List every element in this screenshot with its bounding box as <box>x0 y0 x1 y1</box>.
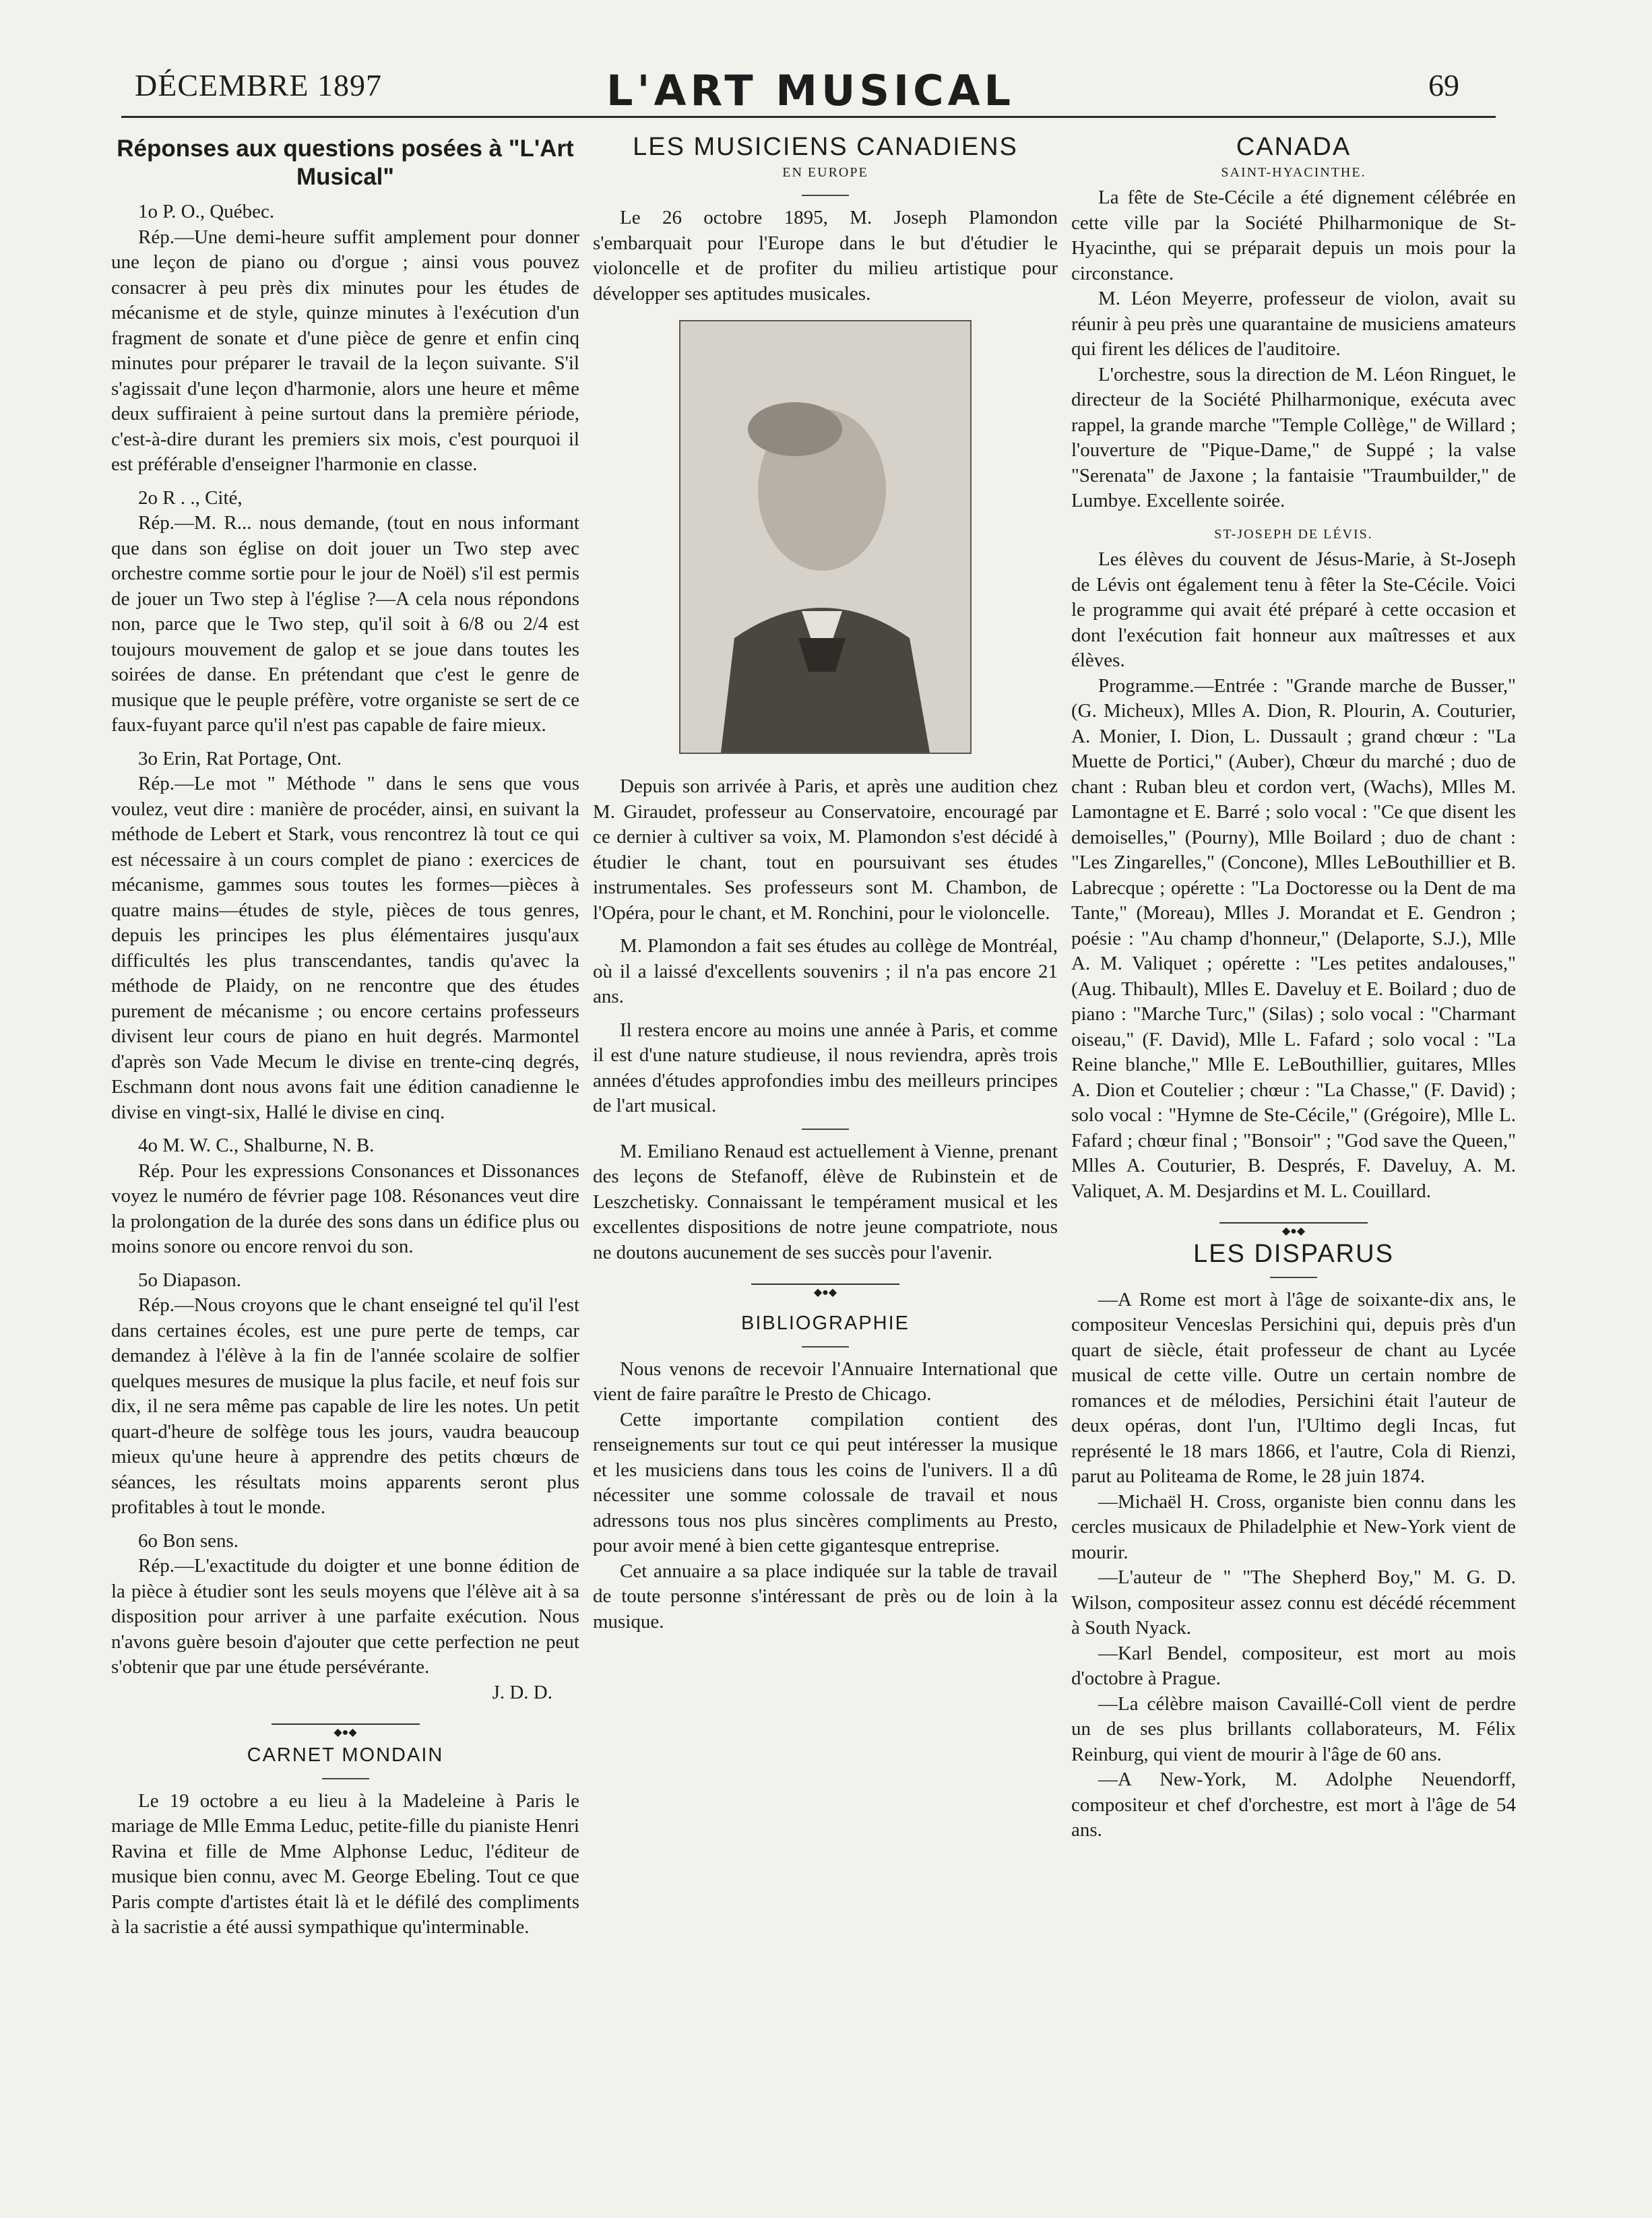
answer-heading-2: 2o R . ., Cité, <box>138 486 243 509</box>
answer-text-1: Rép.—Une demi-heure suffit amplement pour donner une leçon de piano ou d'orgue ; ainsi vous pouvez consacrer à peu près dix minutes pour les études de mécanisme et de style, quinze minutes à l'exécution d'un fragment de sonate et d'une pièce de genre et enfin cinq minutes pour préparer le travail de la leçon suivante. S'il s'agissait d'une leçon d'harmonie, alors une heure et même deux suffiraient à peine surtout dans la première période, c'est-à-dire durant les premiers six mois, c'est pourquoi il est préférable d'enseigner l'harmonie en classe. <box>111 226 579 475</box>
st-joseph-heading: ST-JOSEPH DE LÉVIS. <box>1214 526 1373 542</box>
musiciens-para-4: M. Emiliano Renaud est actuellement à Vienne, prenant des leçons de Stefanoff, élève de Rubinstein et de Leszchetisky. Connaissant le tempérament musical et les excellentes dispositions de notre jeune compatriote, nous ne doutons aucunement de ses succès pour l'avenir. <box>593 1140 1058 1263</box>
issue-date: DÉCEMBRE 1897 <box>135 68 382 102</box>
musiciens-intro: Le 26 octobre 1895, M. Joseph Plamondon s'embarquait pour l'Europe dans le but d'étudier le violoncelle et de profiter du milieu artistique pour développer ses aptitudes musicales. <box>593 207 1058 305</box>
programme-text: Programme.—Entrée : "Grande marche de Busser," (G. Micheux), Mlles A. Dion, R. Plourin, A. Couturier, A. Monier, I. Dion, L. Dussault ; grand chœur : "La Muette de Portici," (Auber), Chœur du marché ; duo de chant : Ruban bleu et cordon vert, (Wachs), Mlles M. Lamontagne et E. Barré ; solo vocal : "Ce que disent les demoiselles," (Pourny), Mlle Boilard ; duo de chant : "Les Zingarelles," (Concone), Mlles LeBouthillier et B. Labrecque ; opérette : "La Doctoresse ou la Dent de ma Tante," (Moreau), Mlles J. Morandat et E. Gendron ; poésie : "Au champ d'honneur," (Delaporte, S.J.), Mlle A. M. Valiquet ; opérette : "Les petites andalouses," (Aug. Thibault), Mlles E. Daveluy et E. Boilard ; duo de piano : "Marche Turc," (Silas) ; solo vocal : "Charmant oiseau," (F. David), Mlle L. Fafard ; solo vocal : "La Reine blanche," Mlle E. LeBouthillier, guitares, Mlles A. Dion et Coutelier ; chœur : "La Chasse," (F. David) ; solo vocal : "Hymne de Ste-Cécile," (Grégoire), Mlle L. Fafard ; chœur final ; "Bonsoir" ; "God save the Queen," Mlles A. Couturier, B. Després, F. Daveluy, A. M. Valiquet, A. M. Desjardins et M. L. Couillard. <box>1071 674 1516 1202</box>
musiciens-para-1: Depuis son arrivée à Paris, et après une audition chez M. Giraudet, professeur au Conservatoire, encouragé par ce dernier à cultiver sa voix, M. Plamondon s'est décidé à étudier le chant, tout en poursuivant ses études instrumentales. Ses professeurs sont M. Chambon, de l'Opéra, pour le chant, et M. Ronchini, pour le violoncelle. <box>593 775 1058 924</box>
answer-text-6: Rép.—L'exactitude du doigter et une bonne édition de la pièce à étudier sont les seuls moyens que l'élève ait à sa disposition pour arriver à une parfaite exécution. Nous n'avons guère besoin d'ajouter que cette perfection ne peut s'obtenir que par une étude persévérante. <box>111 1555 579 1678</box>
canada-para-2: M. Léon Meyerre, professeur de violon, avait su réunir à peu près une quarantaine de musiciens amateurs qui firent les délices de l'auditoire. <box>1071 288 1516 360</box>
carnet-title: CARNET MONDAIN <box>247 1744 444 1766</box>
canada-para-1: La fête de Ste-Cécile a été dignement célébrée en cette ville par la Société Philharmonique de St-Hyacinthe, qui se préparait depuis un mois pour la circonstance. <box>1071 187 1516 284</box>
answer-heading-6: 6o Bon sens. <box>138 1529 239 1552</box>
divider <box>802 1129 849 1130</box>
disparus-item-2: —Michaël H. Cross, organiste bien connu dans les cercles musicaux de Philadelphie et New-York vient de mourir. <box>1071 1490 1516 1563</box>
musiciens-subtitle: EN EUROPE <box>782 164 868 180</box>
answer-text-4: Rép. Pour les expressions Consonances et Dissonances voyez le numéro de février page 108. Résonances veut dire la prolongation de la durée des sons dans un édifice plus ou moins sonore ou encore renvoi du son. <box>111 1160 579 1257</box>
portrait-figure <box>680 321 970 753</box>
answer-text-5: Rép.—Nous croyons que le chant enseigné tel qu'il l'est dans certaines écoles, est une pure perte de temps, car demandez à l'élève à la fin de l'année scolaire de solfier quelques mesures de musique la plus facile, et neuf fois sur dix, il ne sera même pas capable de lire les notes. Un petit quart-d'heure de solfège tous les jours, vaudra beaucoup mieux qu'une heure à apprendre des petits chœurs de séances, les résultats moins apparents seront plus profitables à tout le monde. <box>111 1294 579 1518</box>
disparus-title: LES DISPARUS <box>1193 1240 1394 1268</box>
page-number: 69 <box>1428 68 1459 102</box>
saint-hyacinthe-heading: SAINT-HYACINTHE. <box>1221 164 1366 180</box>
canada-para-3: L'orchestre, sous la direction de M. Léon Ringuet, le directeur de la Société Philharmonique, exécuta avec rappel, la grande marche "Temple Collège," de Willard ; l'ouverture de "Pique-Dame," de Suppé ; la valse "Serenata" de Jaxone ; la fantaisie "Traumbuilder," de Lumbye. Excellente soirée. <box>1071 363 1516 511</box>
biblio-para-1: Nous venons de recevoir l'Annuaire International que vient de faire paraître le Presto de Chicago. <box>593 1358 1058 1405</box>
header-rule <box>121 116 1496 118</box>
ornament-divider: ◆●◆ <box>593 1277 1058 1291</box>
masthead: L'ART MUSICAL <box>606 66 1015 115</box>
ornament-divider: ◆●◆ <box>111 1717 579 1731</box>
canada-para-4: Les élèves du couvent de Jésus-Marie, à St-Joseph de Lévis ont également tenu à fêter la Ste-Cécile. Voici le programme qui avait été préparé à cette occasion et dont l'exécution fait honneur aux maîtresses et aux élèves. <box>1071 548 1516 671</box>
answer-heading-5: 5o Diapason. <box>138 1269 242 1291</box>
answer-text-2: Rép.—M. R... nous demande, (tout en nous informant que dans son église on doit jouer un Two step avec orchestre comme sortie pour le jour de Noël) s'il est permis de jouer un Two step à l'église ?—A cela nous répondons non, parce que le Two step, qu'il soit à 6/8 ou 2/4 est toujours mouvement de galop et se joue dans toutes les soirées de danse. En prétendant que c'est le genre de musique que le peuple préfère, votre organiste se sert de ce faux-fuyant parce qu'il n'est pas capable de faire mieux. <box>111 512 579 736</box>
canada-title: CANADA <box>1236 133 1352 161</box>
portrait-photo <box>679 320 972 754</box>
answer-text-3: Rép.—Le mot " Méthode " dans le sens que vous voulez, veut dire : manière de procéder, ainsi, en suivant la méthode de Lebert et Stark, vous rencontrez là tout ce qui est nécessaire à un cours complet de piano : exercices de mécanisme, gammes sous toutes les formes—pièces à quatre mains—études de style, pièces de tous genres, depuis les principes les plus élémentaires jusqu'aux difficultés les plus transcendantes, tandis qu'avec la méthode de Plaidy, on ne rencontre que des études purement de mécanisme ; ou encore certains professeurs divisent leur cours de piano en huit degrés. Marmontel d'après son Vade Mecum le divise en trente-cinq degrés, Eschmann dont nous avons fait une édition canadienne le divise en vingt-six, Hallé le divise en cinq. <box>111 773 579 1123</box>
ornament-divider: ◆●◆ <box>1071 1216 1516 1230</box>
disparus-item-4: —Karl Bendel, compositeur, est mort au mois d'octobre à Prague. <box>1071 1642 1516 1689</box>
divider <box>802 1346 849 1348</box>
signature: J. D. D. <box>492 1681 552 1703</box>
column-2 <box>593 135 1058 1635</box>
disparus-item-5: —La célèbre maison Cavaillé-Coll vient de perdre un de ses plus brillants collaborateurs, M. Félix Reinburg, qui vient de mourir à l'âge de 60 ans. <box>1071 1692 1516 1765</box>
disparus-item-1: —A Rome est mort à l'âge de soixante-dix ans, le compositeur Venceslas Persichini qui, depuis près d'un quart de siècle, était professeur de chant au Lycée musical de cette ville. Outre un certain nombre de romances et de mélodies, Persichini était l'auteur de deux opéras, dont l'un, l'Ultimo degli Incas, fut représenté le 18 mars 1866, et l'autre, Cola di Rienzi, parut au Politeama de Rome, le 28 juin 1874. <box>1071 1288 1516 1487</box>
disparus-item-6: —A New-York, M. Adolphe Neuendorff, compositeur et chef d'orchestre, est mort à l'âge de 54 ans. <box>1071 1769 1516 1841</box>
divider <box>802 195 849 196</box>
biblio-para-3: Cet annuaire a sa place indiquée sur la table de travail de toute personne s'intéressant de près ou de loin à la musique. <box>593 1560 1058 1633</box>
disparus-item-3: —L'auteur de " "The Shepherd Boy," M. G. D. Wilson, compositeur assez connu est décédé récemment à South Nyack. <box>1071 1566 1516 1639</box>
carnet-text: Le 19 octobre a eu lieu à la Madeleine à Paris le mariage de Mlle Emma Leduc, petite-fille du pianiste Henri Ravina et fille de Mme Alphonse Leduc, l'éditeur de musique bien connu, avec M. George Ebeling. Tout ce que Paris compte d'artistes était là et le défilé des compliments à la sacristie a été aussi sympathique qu'interminable. <box>111 1789 579 1938</box>
column-3 <box>1071 135 1516 1843</box>
answers-title: Réponses aux questions posées à "L'Art Musical" <box>117 135 574 190</box>
musiciens-para-3: Il restera encore au moins une année à Paris, et comme il est d'une nature studieuse, il nous reviendra, après trois années d'études approfondies imbu des meilleurs principes de l'art musical. <box>593 1019 1058 1116</box>
musiciens-title: LES MUSICIENS CANADIENS <box>633 133 1018 161</box>
biblio-para-2: Cette importante compilation contient des renseignements sur tout ce qui peut intéresser la musique et les musiciens dans tous les coins de l'univers. Il a dû nécessiter une somme colossale de travail et nous adressons tous nos plus sincères compliments au Presto, pour avoir mené à bien cette gigantesque entreprise. <box>593 1408 1058 1556</box>
answer-heading-1: 1o P. O., Québec. <box>138 201 275 222</box>
answer-heading-4: 4o M. W. C., Shalburne, N. B. <box>138 1135 375 1156</box>
bibliographie-title: BIBLIOGRAPHIE <box>740 1312 910 1334</box>
divider <box>322 1778 369 1779</box>
musiciens-para-2: M. Plamondon a fait ses études au collège de Montréal, où il a laissé d'excellents souvenirs ; il n'a pas encore 21 ans. <box>593 935 1058 1007</box>
column-1 <box>111 135 579 1940</box>
divider <box>1270 1277 1317 1278</box>
answer-heading-3: 3o Erin, Rat Portage, Ont. <box>138 747 342 769</box>
